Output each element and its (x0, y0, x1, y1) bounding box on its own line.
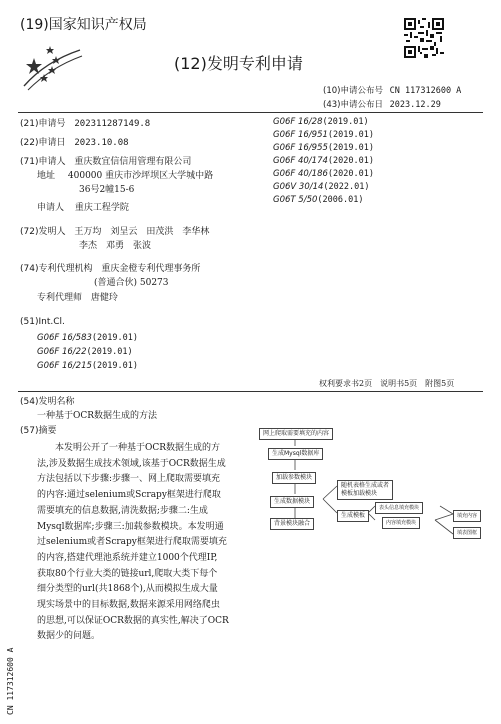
inventors-line2: 李杰 邓勇 张波 (79, 241, 152, 251)
abstract-line: 的内容,搭建代理池系统并建立1000个代理IP, (37, 552, 218, 563)
ipc-item: G06T 5/50(2006.01) (273, 195, 364, 205)
publication-number: (10)申请公布号 CN 117312600 A (323, 86, 462, 96)
abstract-line: 的思想,可以保证OCR数据的真实性,解决了OCR (37, 615, 229, 626)
side-publication-number: CN 117312600 A (6, 647, 15, 715)
flow-step-template: 生成模板 (337, 510, 369, 522)
intcl-item: G06F 16/215(2019.01) (37, 361, 138, 371)
cnipa-emblem-icon (20, 40, 84, 92)
intcl-label: (51)Int.Cl. (20, 317, 65, 327)
intcl-list (37, 331, 138, 373)
abstract-line: 细分类型的url(共1868个),从而模拟生成大量 (37, 584, 218, 595)
patent-agency-line2: (普通合伙) 50273 (94, 278, 169, 288)
ipc-item: G06V 30/14(2022.01) (273, 182, 370, 192)
abstract-line: 本发明公开了一种基于OCR数据生成的方 (37, 443, 221, 453)
applicant-2: 申请人 重庆工程学院 (37, 203, 129, 213)
document-type: (12)发明专利申请 (174, 54, 303, 73)
abstract-label: (57)摘要 (20, 426, 57, 436)
application-date: (22)申请日 2023.10.08 (20, 138, 129, 148)
ipc-item: G06F 16/955(2019.01) (273, 143, 374, 153)
qr-code-icon (404, 18, 444, 58)
inventors: (72)发明人 王万均 刘呈云 田茂洪 李华林 (20, 227, 210, 237)
intcl-item: G06F 16/22(2019.01) (37, 347, 133, 357)
title-label: (54)发明名称 (20, 397, 75, 407)
office-name: (19)国家知识产权局 (20, 17, 147, 33)
flow-step-background-fusion: 背景模块融合 (270, 518, 314, 530)
abstract-line: 过selenium或者Scrapy框架进行爬取需要填充 (37, 537, 227, 548)
abstract-line: 需要填充的信息数据,清洗数据;步骤二:生成 (37, 505, 208, 516)
abstract-line: 的内容:通过selenium或Scrapy框架进行爬取 (37, 490, 221, 501)
address-line2: 36号2幢15-6 (79, 185, 135, 195)
abstract-line: 方法包括以下步骤:步骤一、网上爬取需要填充 (37, 474, 221, 485)
flow-step-crawl: 网上爬取需要填充的内容 (259, 428, 333, 440)
flow-step-content-fill: 内容填充模块 (382, 517, 420, 529)
abstract-line: Mysql数据库;步骤三:加载参数模块。本发明通 (37, 521, 224, 532)
flow-step-fill-frame: 填表图框 (453, 527, 481, 539)
application-number: (21)申请号 202311287149.8 (20, 119, 151, 129)
ipc-item: G06F 16/951(2019.01) (273, 130, 374, 140)
address: 地址 400000 重庆市沙坪坝区大学城中路 (37, 171, 214, 181)
abstract-line: 数据少的问题。 (37, 631, 101, 642)
intcl-item: G06F 16/583(2019.01) (37, 333, 138, 343)
patent-agent: 专利代理师 唐健玲 (37, 293, 118, 303)
patent-agency: (74)专利代理机构 重庆金橙专利代理事务所 (20, 264, 201, 274)
header-divider (18, 112, 483, 113)
applicant: (71)申请人 重庆数宜信信用管理有限公司 (20, 157, 192, 167)
ipc-item: G06F 40/174(2020.01) (273, 156, 374, 166)
flow-step-generate-data: 生成数据模块 (270, 496, 314, 508)
abstract-text (37, 441, 249, 645)
abstract-line: 获取80个行业大类的链接url,爬取大类下每个 (37, 568, 218, 579)
abstract-line: 现实场景中的目标数据,数据来源采用网络爬虫 (37, 600, 220, 611)
ipc-list (273, 116, 374, 207)
flow-step-random-table: 随机表格生成或者 模板加载模块 (337, 480, 393, 500)
ipc-item: G06F 16/28(2019.01) (273, 117, 369, 127)
ipc-item: G06F 40/186(2020.01) (273, 169, 374, 179)
section-divider (18, 391, 483, 392)
flow-step-fill-content: 填充内容 (453, 510, 481, 522)
invention-title: 一种基于OCR数据生成的方法 (37, 411, 158, 421)
pages-info: 权利要求书2页 说明书5页 附图5页 (319, 379, 455, 388)
publication-date: (43)申请公布日 2023.12.29 (323, 100, 441, 110)
abstract-line: 法,涉及数据生成技术领域,该基于OCR数据生成 (37, 458, 226, 469)
flow-step-mysql: 生成Mysql数据库 (268, 448, 323, 460)
flow-step-params: 加载参数模块 (272, 472, 316, 484)
flow-step-header-fill: 表头信息填充模块 (375, 502, 423, 514)
